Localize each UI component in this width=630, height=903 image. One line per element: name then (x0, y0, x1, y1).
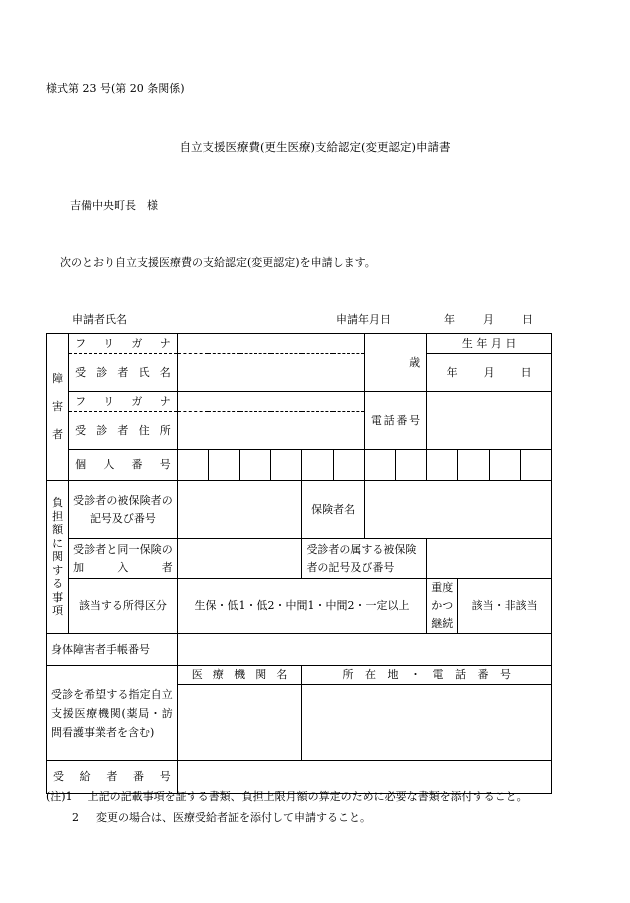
insurer-name-label: 保険者名 (302, 481, 364, 539)
income-category-label: 該当する所得区分 (69, 579, 178, 634)
date-month-label: 月 (483, 313, 494, 326)
institution-address-header: 所在地・電話番号 (302, 666, 552, 685)
individual-number-digit[interactable] (489, 450, 520, 481)
individual-number-digit[interactable] (208, 450, 239, 481)
individual-number-digit[interactable] (333, 450, 364, 481)
application-form-table (46, 333, 552, 794)
institution-name-header: 医療機関名 (177, 666, 302, 685)
intro-text: 次のとおり自立支援医療費の支給認定(変更認定)を申請します。 (60, 256, 376, 269)
patient-name-field[interactable] (177, 354, 364, 392)
insured-number-label: 受診者の被保険者の記号及び番号 (69, 481, 178, 539)
note1-prefix: (注)1 (46, 790, 73, 803)
individual-number-digit[interactable] (177, 450, 208, 481)
individual-number-digit[interactable] (395, 450, 426, 481)
age-field[interactable] (364, 334, 426, 392)
belong-insured-label: 受診者の属する被保険者の記号及び番号 (302, 539, 427, 579)
form-number: 様式第 23 号(第 20 条関係) (46, 82, 185, 95)
handbook-number-field[interactable] (177, 634, 551, 666)
patient-address-field[interactable] (177, 412, 364, 450)
patient-address-label: 受診者住所 (69, 412, 178, 450)
apply-date-fields[interactable] (444, 311, 533, 327)
birth-month: 月 (483, 365, 495, 379)
apply-date-label: 申請年月日 (336, 313, 391, 326)
individual-number-digit[interactable] (458, 450, 489, 481)
same-insurance-label: 受診者と同一保険の加入者 (69, 539, 178, 579)
addressee: 吉備中央町長 様 (70, 199, 158, 212)
furigana-field[interactable] (177, 334, 364, 354)
patient-group-label: 障 害 者 (47, 334, 69, 481)
belong-insured-field[interactable] (427, 539, 552, 579)
institution-name-field[interactable] (177, 685, 302, 761)
birth-year: 年 (446, 365, 458, 379)
phone-label: 電話番号 (364, 392, 426, 450)
recipient-number-label: 受給者番号 (47, 761, 178, 794)
note2-text: 変更の場合は、医療受給者証を添付して申請すること。 (96, 811, 371, 824)
individual-number-digit[interactable] (364, 450, 395, 481)
individual-number-label: 個人番号 (69, 450, 178, 481)
birth-date-label: 生 年 月 日 (427, 334, 552, 354)
birth-day: 日 (520, 365, 532, 379)
patient-name-label: 受診者氏名 (69, 354, 178, 392)
burden-group-label: 負 担 額 に 関 す る 事 項 (47, 481, 69, 634)
furigana-label: フリガナ (69, 334, 178, 354)
note2-prefix: 2 (72, 811, 79, 824)
individual-number-digit[interactable] (240, 450, 271, 481)
handbook-number-label: 身体障害者手帳番号 (47, 634, 178, 666)
date-day-label: 日 (522, 313, 533, 326)
institution-address-field[interactable] (302, 685, 552, 761)
notes (46, 786, 528, 828)
form-title: 自立支援医療費(更生医療)支給認定(変更認定)申請書 (179, 140, 451, 154)
age-label: 歳 (409, 355, 421, 369)
insurer-name-field[interactable] (364, 481, 551, 539)
furigana2-field[interactable] (177, 392, 364, 412)
severe-continuous-options[interactable]: 該当・非該当 (458, 579, 552, 634)
insured-number-field[interactable] (177, 481, 302, 539)
applicant-name-label: 申請者氏名 (72, 313, 127, 326)
date-year-label: 年 (444, 313, 455, 326)
same-insurance-field[interactable] (177, 539, 302, 579)
individual-number-digit[interactable] (302, 450, 333, 481)
individual-number-digit[interactable] (520, 450, 551, 481)
phone-field[interactable] (427, 392, 552, 450)
individual-number-digit[interactable] (427, 450, 458, 481)
individual-number-digit[interactable] (271, 450, 302, 481)
income-category-options[interactable]: 生保・低1・低2・中間1・中間2・一定以上 (177, 579, 426, 634)
institution-label: 受診を希望する指定自立支援医療機関(薬局・訪問看護事業者を含む) (47, 666, 178, 761)
note1-text: 上記の記載事項を証する書類、負担上限月額の算定のために必要な書類を添付すること。 (87, 790, 528, 803)
birth-date-field[interactable] (427, 354, 552, 392)
furigana2-label: フリガナ (69, 392, 178, 412)
severe-continuous-label: 重度かつ継続 (427, 579, 458, 634)
